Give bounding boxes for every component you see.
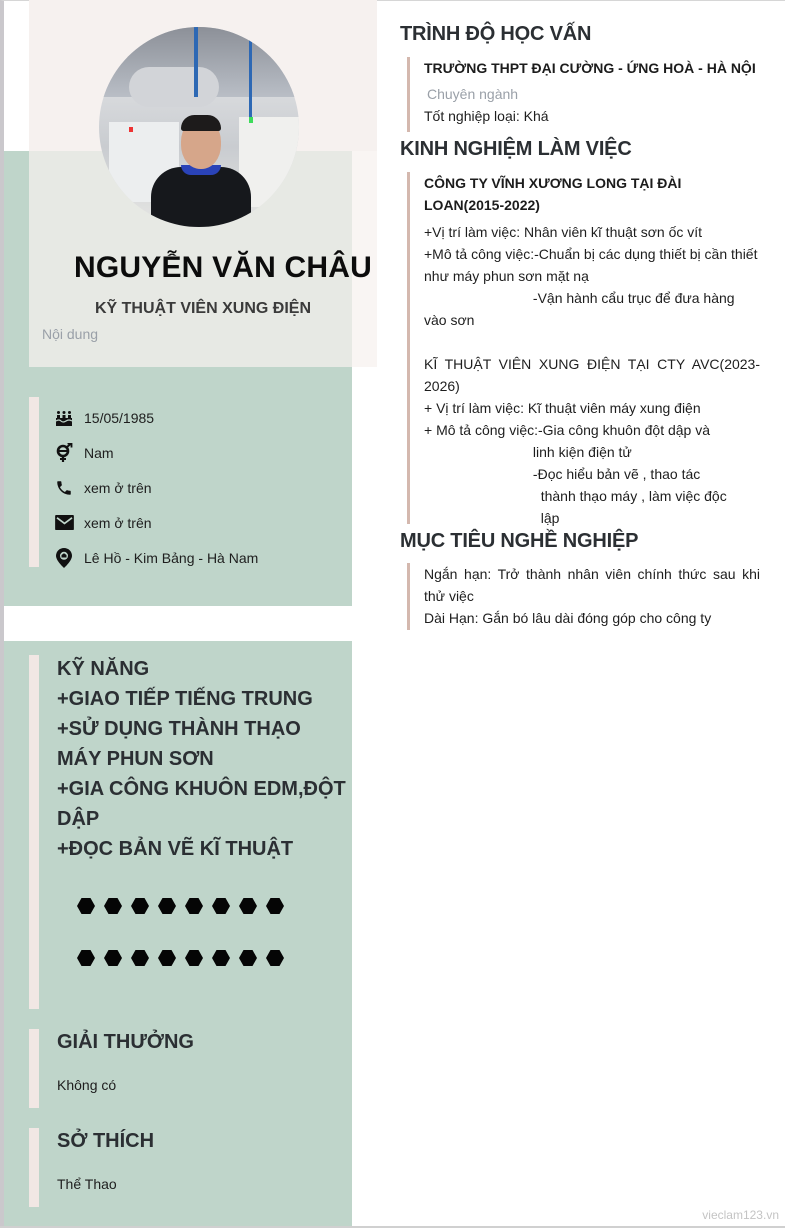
hobbies-accent-bar <box>29 1128 39 1207</box>
experience-line: -Đọc hiểu bản vẽ , thao tác <box>424 466 701 482</box>
candidate-name: NGUYỄN VĂN CHÂU <box>74 251 373 284</box>
skill-item: +GIA CÔNG KHUÔN EDM,ĐỘT DẬP <box>57 778 346 830</box>
company-1-name: CÔNG TY VĨNH XƯƠNG LONG TẠI ĐÀI LOAN(2015-2022) <box>424 175 682 213</box>
contact-phone <box>54 470 258 505</box>
hobbies-text: Thể Thao <box>57 1176 117 1192</box>
experience-line: +Vị trí làm việc: Nhân viên kĩ thuật sơn ốc vít <box>424 224 703 240</box>
rating-hexagon-icon <box>104 898 122 914</box>
location-icon <box>54 548 74 568</box>
experience-line: + Vị trí làm việc: Kĩ thuật viên máy xung điện <box>424 400 701 416</box>
awards-accent-bar <box>29 1029 39 1108</box>
gender-icon <box>54 443 74 463</box>
objective-block <box>407 563 764 630</box>
address-value: Lê Hồ - Kim Bảng - Hà Nam <box>84 549 259 566</box>
rating-hexagon-icon <box>158 898 176 914</box>
email-value[interactable]: xem ở trên <box>84 514 152 531</box>
rating-hexagon-icon <box>212 950 230 966</box>
school-name: TRƯỜNG THPT ĐẠI CƯỜNG - ỨNG HOÀ - HÀ NỘI <box>424 60 756 76</box>
rating-hexagon-icon <box>239 950 257 966</box>
rating-hexagon-icon <box>239 898 257 914</box>
experience-line: lập <box>424 510 560 526</box>
contact-gender <box>54 435 258 470</box>
rating-hexagon-icon <box>104 950 122 966</box>
awards-text: Không có <box>57 1077 117 1093</box>
education-block <box>407 57 760 132</box>
avatar-photo[interactable] <box>99 27 299 227</box>
experience-line: + Mô tả công việc:-Gia công khuôn đột dập và <box>424 422 711 438</box>
skill-item: +SỬ DỤNG THÀNH THẠO MÁY PHUN SƠN <box>57 718 301 770</box>
rating-hexagon-icon <box>131 898 149 914</box>
major-field[interactable]: Chuyên ngành <box>427 86 519 102</box>
rating-hexagon-icon <box>158 950 176 966</box>
skill-rating-row-2 <box>77 950 284 966</box>
rating-hexagon-icon <box>77 950 95 966</box>
email-icon <box>54 513 74 533</box>
awards-title: GIẢI THƯỞNG <box>57 1031 194 1053</box>
gender-value: Nam <box>84 444 114 461</box>
education-title: TRÌNH ĐỘ HỌC VẤN <box>400 23 592 45</box>
rating-hexagon-icon <box>185 898 203 914</box>
experience-line: +Mô tả công việc:-Chuẩn bị các dụng thiết bị cần thiết như máy phun sơn mặt nạ <box>424 246 762 284</box>
skill-item: +ĐỌC BẢN VẼ KĨ THUẬT <box>57 838 294 860</box>
graduation-result: Tốt nghiệp loại: Khá <box>424 108 549 124</box>
job-title: KỸ THUẬT VIÊN XUNG ĐIỆN <box>94 300 311 317</box>
contact-birthday <box>54 400 258 435</box>
rating-hexagon-icon <box>185 950 203 966</box>
experience-line: thành thạo máy , làm việc độc <box>424 488 727 504</box>
contact-email <box>54 505 258 540</box>
birthday-value: 15/05/1985 <box>84 409 155 426</box>
skill-rating-row-1 <box>77 898 284 914</box>
rating-hexagon-icon <box>266 898 284 914</box>
intro-field[interactable]: Nội dung <box>42 326 99 342</box>
rating-hexagon-icon <box>77 898 95 914</box>
short-term-goal: Ngắn hạn: Trở thành nhân viên chính thức sau khi thử việc <box>424 566 764 604</box>
skill-item: +GIAO TIẾP TIẾNG TRUNG <box>57 688 313 710</box>
experience-block <box>407 172 760 524</box>
contact-address <box>54 540 258 575</box>
site-watermark: vieclam123.vn <box>702 1208 779 1222</box>
skills-section <box>57 654 347 864</box>
contact-list <box>54 400 258 575</box>
experience-spacer <box>424 331 760 353</box>
experience-title: KINH NGHIỆM LÀM VIỆC <box>400 138 632 160</box>
experience-line: KĨ THUẬT VIÊN XUNG ĐIỆN TẠI CTY AVC(2023-2026) <box>424 356 760 394</box>
long-term-goal: Dài Hạn: Gắn bó lâu dài đóng góp cho công ty <box>424 610 712 626</box>
phone-value[interactable]: xem ở trên <box>84 479 152 496</box>
objective-title: MỤC TIÊU NGHỀ NGHIỆP <box>400 530 639 552</box>
experience-line: -Vận hành cẩu trục để đưa hàng vào sơn <box>424 290 739 328</box>
experience-line: linh kiện điện tử <box>424 444 632 460</box>
phone-icon <box>54 478 74 498</box>
skills-title: KỸ NĂNG <box>57 658 150 680</box>
hobbies-title: SỞ THÍCH <box>57 1130 155 1152</box>
rating-hexagon-icon <box>212 898 230 914</box>
birthday-cake-icon <box>54 408 74 428</box>
contact-accent-bar <box>29 397 39 567</box>
rating-hexagon-icon <box>266 950 284 966</box>
skills-accent-bar <box>29 655 39 1009</box>
rating-hexagon-icon <box>131 950 149 966</box>
